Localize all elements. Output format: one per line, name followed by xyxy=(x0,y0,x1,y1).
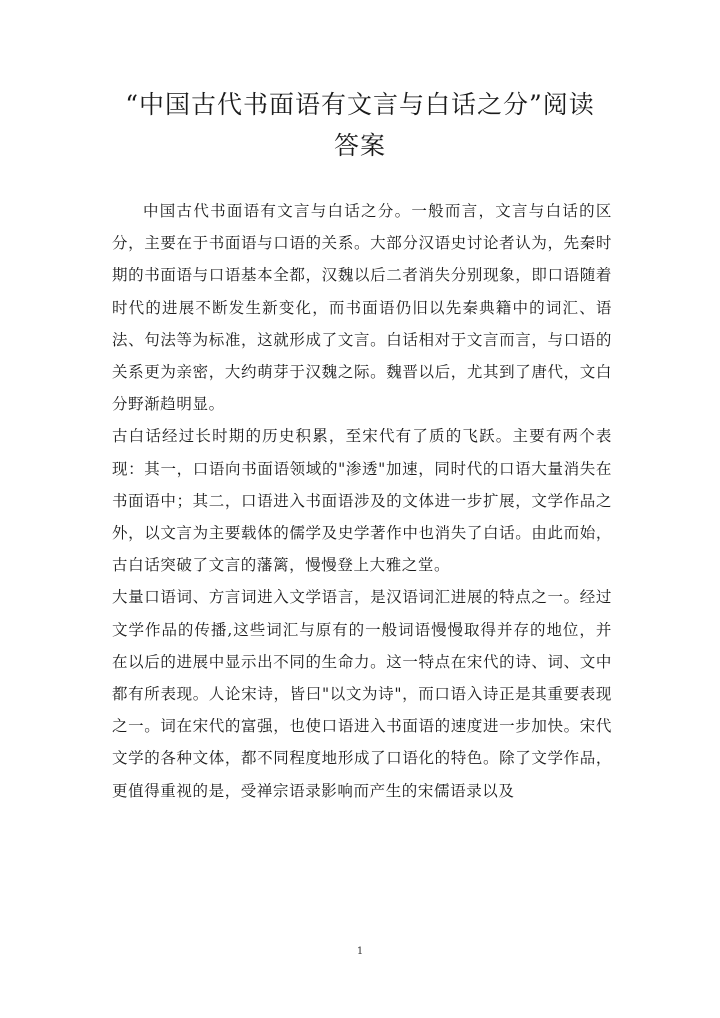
document-title-line1: “中国古代书面语有文言与白话之分”阅读 xyxy=(125,90,595,119)
document-title-line2: 答案 xyxy=(333,131,386,160)
paragraph-2: 古白话经过长时期的历史积累，至宋代有了质的飞跃。主要有两个表现：其一，口语向书面语领域的"渗透"加速，同时代的口语大量消失在书面语中；其二，口语进入书面语涉及的文体进一步扩展，文学作品之外，以文言为主要载体的儒学及史学著作中也消失了白话。由此而始，古白话突破了文言的藩篱，慢慢登上大雅之堂。 xyxy=(112,427,612,575)
paragraph-1: 中国古代书面语有文言与白话之分。一般而言，文言与白话的区分，主要在于书面语与口语的关系。大部分汉语史讨论者认为，先秦时期的书面语与口语基本全都，汉魏以后二者消失分别现象，即口语随着时代的进展不断发生新变化，而书面语仍旧以先秦典籍中的词汇、语法、句法等为标准，这就形成了文言。白话相对于文言而言，与口语的关系更为亲密，大约萌芽于汉魏之际。魏晋以后，尤其到了唐代，文白分野渐趋明显。 xyxy=(112,202,612,414)
document-body xyxy=(112,195,612,807)
page-number: 1 xyxy=(356,946,364,957)
paragraph-3: 大量口语词、方言词进入文学语言，是汉语词汇进展的特点之一。经过文学作品的传播,这些词汇与原有的一般词语慢慢取得并存的地位，并在以后的进展中显示出不同的生命力。这一特点在宋代的诗、词、文中都有所表现。人论宋诗，皆曰"以文为诗"，而口语入诗正是其重要表现之一。词在宋代的富强，也使口语进入书面语的速度进一步加快。宋代文学的各种文体，都不同程度地形成了口语化的特色。除了文学作品，更值得重视的是，受禅宗语录影响而产生的宋儒语录以及 xyxy=(112,588,612,800)
